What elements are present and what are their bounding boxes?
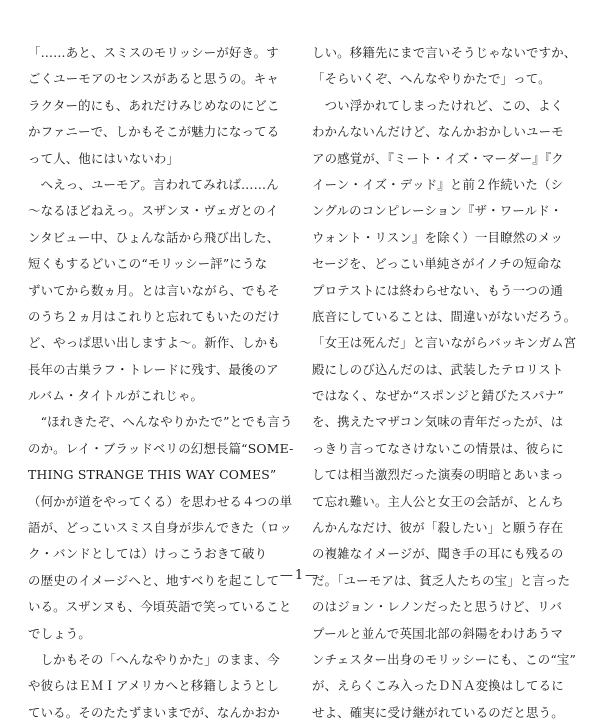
text-line: や彼らはＥＭＩアメリカへと移籍しようとし <box>28 678 279 694</box>
text-line: ングルのコンピレーション『ザ・ワールド・ <box>312 203 563 219</box>
text-line: ど、やっぱ思い出しますよ～。新作、しかも <box>28 335 280 351</box>
text-line: ずいてから数ヵ月。とは言いながら、でもそ <box>28 282 280 298</box>
text-line: プールと並んで英国北部の斜陽をわけあうマ <box>312 625 564 641</box>
text-line: しかもその「へんなやりかた」のまま、今 <box>28 651 280 667</box>
text-line: だ。「ユーモアは、貧乏人たちの宝」と言った <box>312 572 571 588</box>
text-line: ごくユーモアのセンスがあると思うの。キャ <box>28 71 279 87</box>
text-line: を、携えたマザコン気味の青年だったが、は <box>312 414 564 430</box>
text-line: って人、他にはいないわ」 <box>28 150 180 166</box>
text-line: ラクター的にも、あれだけみじめなのにどこ <box>28 97 280 113</box>
text-line: て忘れ難い。主人公と女王の会話が、とんち <box>312 493 564 509</box>
text-line: の複雑なイメージが、聞き手の耳にも残るの <box>312 546 564 562</box>
text-line: つい浮かれてしまったけれど、この、よく <box>312 97 564 113</box>
text-line: ク・バンドとしては）けっこうおきて破り <box>28 546 268 562</box>
text-line: 「そらいくぞ、へんなやりかたで」って。 <box>312 71 551 87</box>
text-line: の歴史のイメージへと、地すべりを起こして <box>28 572 280 588</box>
text-line: 「……あと、スミスのモリッシーが好き。す <box>28 45 279 60</box>
text-line: へえっ、ユーモア。言われてみれば……ん <box>28 176 279 192</box>
text-line: のか。レイ・ブラッドベリの幻想長篇“SOME- <box>28 440 294 456</box>
text-line: いる。スザンヌも、今頃英語で笑っていること <box>28 599 292 615</box>
text-line: かファニーで、しかもそこが魅力になってる <box>28 124 280 140</box>
text-line: 長年の古巣ラフ・トレードに残す、最後のア <box>28 361 279 377</box>
text-line: しては相当激烈だった演奏の明暗とあいまっ <box>312 467 564 483</box>
text-line: イーン・イズ・デッド』と前２作続いた（シ <box>312 176 564 192</box>
left-text-column <box>28 40 296 726</box>
text-line: ンチェスター出身のモリッシーにも、この“宝” <box>312 651 577 667</box>
text-line: ルバム・タイトルがこれじゃ。 <box>28 388 204 404</box>
text-line: が、えらくこみ入ったＤＮＡ変換はしてるに <box>312 678 564 694</box>
text-line: ～なるほどねえっ。スザンヌ・ヴェガとのイ <box>28 203 279 219</box>
text-line: 語が、どっこいスミス自身が歩んできた（ロッ <box>28 520 292 536</box>
text-line: 短くもするどいこの“モリッシー評”にうな <box>28 256 268 272</box>
text-line: 底音にしていることは、間違いがないだろう。 <box>312 308 577 324</box>
text-line: プロテストには終わらせない、もう一つの通 <box>312 282 563 298</box>
text-line: ている。そのたたずまいまでが、なんかおか <box>28 704 280 720</box>
text-line: のはジョン・レノンだったと思うけど、リバ <box>312 599 563 615</box>
text-line: ではなく、なぜか“スポンジと錆びたスパナ” <box>312 388 564 404</box>
text-line: ンタビュー中、ひょんな話から飛び出した、 <box>28 229 280 245</box>
text-line: アの感覚が、『ミート・イズ・マーダー』『ク <box>312 150 564 166</box>
text-line: のうち２ヵ月はこれりと忘れてもいたのだけ <box>28 308 280 324</box>
text-line: でしょう。 <box>28 625 91 641</box>
text-line: 殿にしのび込んだのは、武装したテロリスト <box>312 361 564 377</box>
text-line: （何かが道をやってくる）を思わせる４つの単 <box>28 493 293 509</box>
text-line: THING STRANGE THIS WAY COMES” <box>28 467 277 483</box>
text-line: っきり言ってなさけないこの情景は、彼らに <box>312 440 564 456</box>
text-line: ウォント・リスン』を除く）一目瞭然のメッ <box>312 229 564 245</box>
text-line: 「女王は死んだ」と言いながらバッキンガム宮 <box>312 335 577 351</box>
page-number: —1— <box>279 568 321 583</box>
text-line: せよ、確実に受け継がれているのだと思う。 <box>312 704 564 720</box>
text-line: んかんなだけ、彼が「殺したい」と願う存在 <box>312 520 564 536</box>
text-line: “ほれきたぞ、へんなやりかたで”とでも言う <box>28 414 293 430</box>
right-text-column <box>312 40 580 726</box>
text-line: セージを、どっこい単純さがイノチの短命な <box>312 256 563 272</box>
text-line: わかんないんだけど、なんかおかしいユーモ <box>312 124 564 140</box>
text-line: しい。移籍先にまで言いそうじゃないですか、 <box>312 45 577 60</box>
